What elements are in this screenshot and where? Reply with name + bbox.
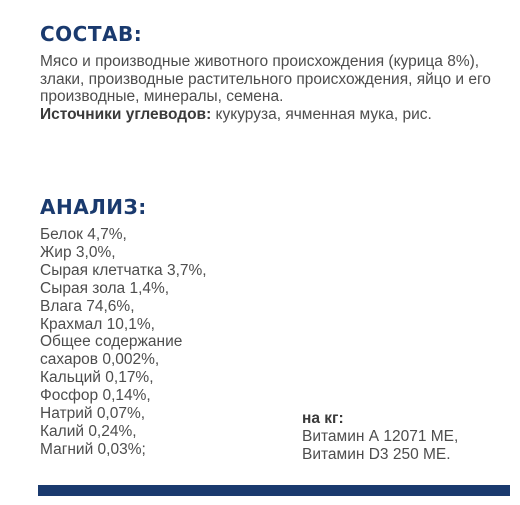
analysis-list [40,226,207,459]
analysis-item-fat: Жир 3,0%, [40,243,116,261]
analysis-item-protein: Белок 4,7%, [40,226,127,243]
analysis-item-calcium: Кальций 0,17%, [40,369,154,387]
per-kg-label: на кг: [302,410,344,427]
analysis-item-phosphorus: Фосфор 0,14%, [40,387,151,405]
footer-bar [38,485,510,496]
analysis-item-moisture: Влага 74,6%, [40,297,135,315]
analysis-item-sugar-label: Общее содержание [40,333,183,351]
analysis-heading: АНАЛИЗ: [40,195,147,219]
carbs-sources-label: Источники углеводов: [40,105,212,123]
composition-heading: СОСТАВ: [40,22,143,46]
per-kg-block [302,410,458,464]
analysis-item-ash: Сырая зола 1,4%, [40,279,170,297]
analysis-item-sugar-value: сахаров 0,002%, [40,351,160,369]
analysis-item-sodium: Натрий 0,07%, [40,405,146,423]
analysis-item-fiber: Сырая клетчатка 3,7%, [40,261,207,279]
carbs-sources-text: кукуруза, ячменная мука, рис. [211,105,432,123]
vitamin-d3: Витамин D3 250 МЕ. [302,446,451,463]
composition-text: Мясо и производные животного происхождения (курица 8%), злаки, производные растительного происхождения, яйцо и его производные, минералы, семена. [40,53,491,105]
vitamin-a: Витамин А 12071 МЕ, [302,428,459,445]
analysis-item-potassium: Калий 0,24%, [40,422,137,440]
analysis-item-magnesium: Магний 0,03%; [40,440,146,458]
analysis-item-starch: Крахмал 10,1%, [40,315,155,333]
composition-block [40,53,510,123]
